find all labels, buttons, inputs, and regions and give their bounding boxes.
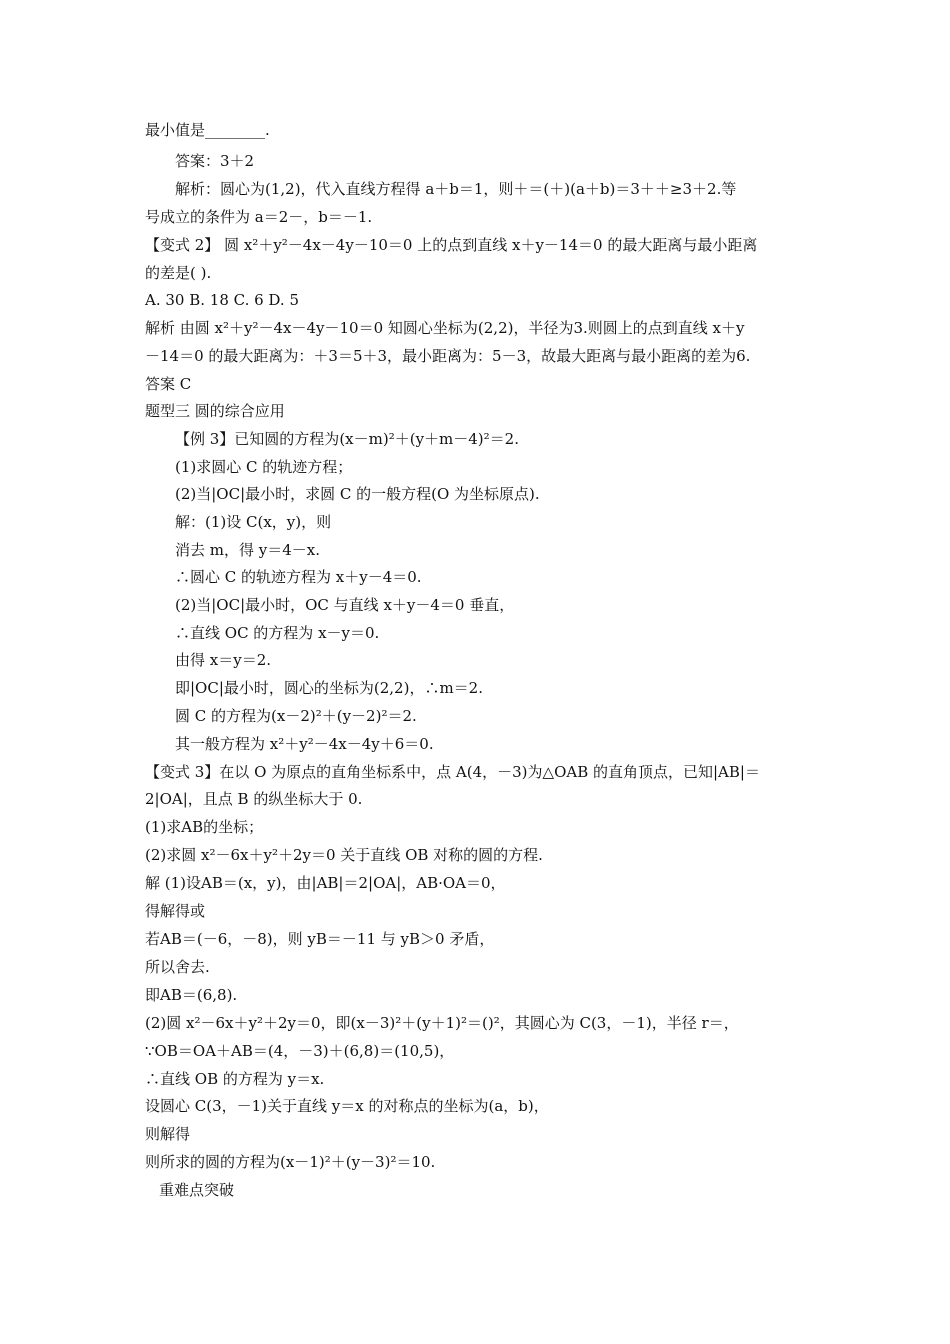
section-heading: 题型三 圆的综合应用 [145,402,285,420]
text-line: 最小值是________. [145,121,270,139]
text-line: (2)当|OC|最小时，OC 与直线 x＋y－4＝0 垂直， [175,596,515,614]
text-line: 消去 m，得 y＝4－x. [175,541,321,559]
text-line: 所以舍去. [145,958,210,976]
text-line: (2)求圆 x²－6x＋y²＋2y＝0 关于直线 OB 对称的圆的方程. [145,846,543,864]
text-line: 号成立的条件为 a＝2－，b＝－1. [145,208,373,226]
text-line: ∴直线 OB 的方程为 y＝x. [145,1070,325,1088]
text-line: 则所求的圆的方程为(x－1)²＋(y－3)²＝10. [145,1153,436,1171]
answer-line: 答案：3＋2 [175,152,255,170]
text-line: (2)当|OC|最小时，求圆 C 的一般方程(O 为坐标原点). [175,485,540,503]
options-line: A. 30 B. 18 C. 6 D. 5 [145,291,299,309]
text-line: 解 (1)设AB＝(x，y)，由|AB|＝2|OA|，AB·OA＝0， [145,874,506,892]
section-heading: 重难点突破 [159,1181,235,1199]
answer-line: 答案 C [145,375,192,393]
variant-3-heading: 【变式 3】在以 O 为原点的直角坐标系中，点 A(4，－3)为△OAB 的直角顶点，已知|AB|＝ [145,763,760,781]
text-line: (1)求圆心 C 的轨迹方程； [175,458,353,476]
text-line: 若AB＝(－6，－8)，则 yB＝－11 与 yB＞0 矛盾， [145,930,495,948]
text-line: 得解得或 [145,902,206,920]
text-line: ∴圆心 C 的轨迹方程为 x＋y－4＝0. [175,568,422,586]
text-line: 由得 x＝y＝2. [175,651,272,669]
variant-2-heading: 【变式 2】 圆 x²＋y²－4x－4y－10＝0 上的点到直线 x＋y－14＝0 的最大距离与最小距离 [145,236,758,254]
text-line: －14＝0 的最大距离为：＋3＝5＋3，最小距离为：5－3，故最大距离与最小距离的差为6. [145,347,751,365]
text-line: 的差是( ). [145,264,212,282]
text-line: 解析：圆心为(1,2)，代入直线方程得 a＋b＝1，则＋＝(＋)(a＋b)＝3＋＋≥3＋2.等 [175,180,737,198]
text-line: (1)求AB的坐标； [145,818,264,836]
text-line: 2|OA|，且点 B 的纵坐标大于 0. [145,790,363,808]
text-line: 其一般方程为 x²＋y²－4x－4y＋6＝0. [175,735,434,753]
text-line: 圆 C 的方程为(x－2)²＋(y－2)²＝2. [175,707,417,725]
example-3-heading: 【例 3】已知圆的方程为(x－m)²＋(y＋m－4)²＝2. [175,430,519,448]
text-line: 即AB＝(6,8). [145,986,238,1004]
text-line: 则解得 [145,1125,191,1143]
text-line: 即|OC|最小时，圆心的坐标为(2,2)，∴m＝2. [175,679,483,697]
text-line: 解：(1)设 C(x，y)，则 [175,513,332,531]
text-line: ∵OB＝OA＋AB＝(4，－3)＋(6,8)＝(10,5)， [145,1042,455,1060]
text-line: ∴直线 OC 的方程为 x－y＝0. [175,624,380,642]
text-line: 解析 由圆 x²＋y²－4x－4y－10＝0 知圆心坐标为(2,2)，半径为3.则圆上的点到直线 x＋y [145,319,745,337]
text-line: (2)圆 x²－6x＋y²＋2y＝0，即(x－3)²＋(y＋1)²＝()²，其圆心为 C(3，－1)，半径 r＝， [145,1014,739,1032]
text-line: 设圆心 C(3，－1)关于直线 y＝x 的对称点的坐标为(a，b)， [145,1097,549,1115]
